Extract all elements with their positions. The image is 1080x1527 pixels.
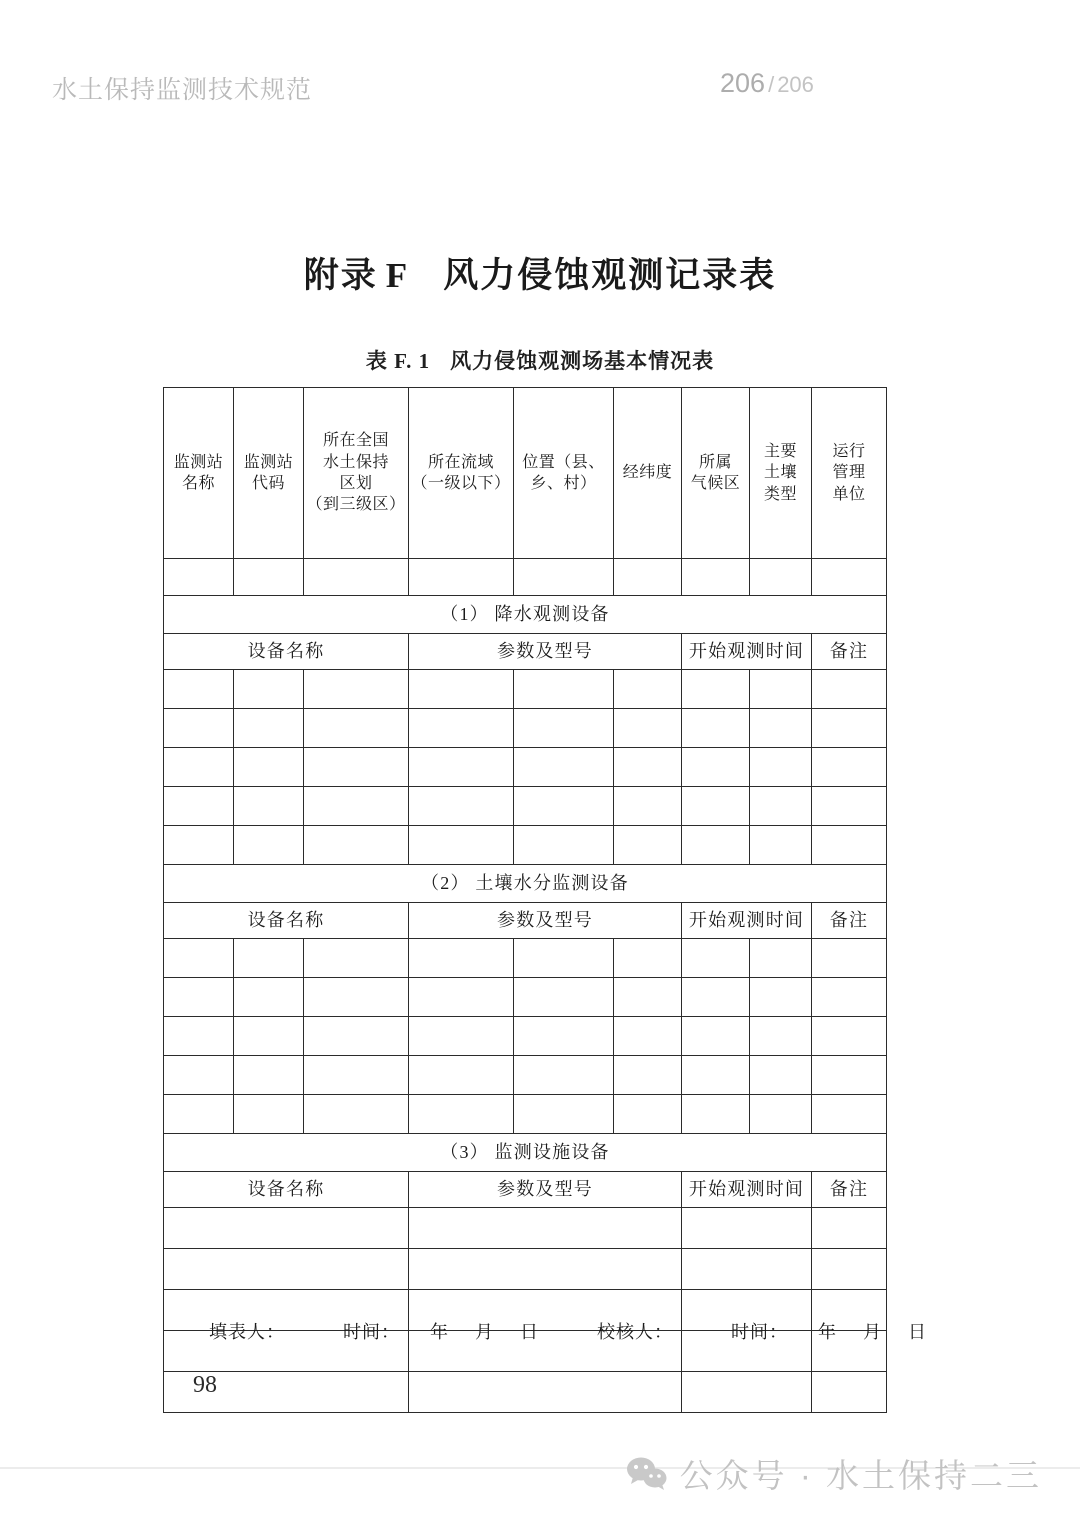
cell-empty[interactable]: [514, 1056, 614, 1095]
cell-empty[interactable]: [750, 709, 812, 748]
subheader-start-time: 开始观测时间: [682, 1172, 812, 1208]
cell-empty[interactable]: [812, 1095, 887, 1134]
cell-empty[interactable]: [164, 748, 234, 787]
subheader-equipment-name: 设备名称: [164, 1172, 409, 1208]
cell-empty[interactable]: [812, 826, 887, 865]
cell-empty[interactable]: [234, 1095, 304, 1134]
cell-empty[interactable]: [409, 670, 514, 709]
subheader-params-model: 参数及型号: [409, 1172, 682, 1208]
table-row: [164, 709, 887, 748]
cell-empty[interactable]: [304, 978, 409, 1017]
header-cell-soil-type: [750, 388, 812, 559]
header-line: 气候区: [690, 475, 741, 492]
header-cell-basin: [409, 388, 514, 559]
cell-empty[interactable]: [409, 826, 514, 865]
cell-empty[interactable]: [164, 1017, 234, 1056]
cell-empty[interactable]: [682, 1017, 750, 1056]
cell-empty[interactable]: [750, 978, 812, 1017]
cell-empty[interactable]: [682, 748, 750, 787]
wechat-icon: [626, 1457, 668, 1491]
cell-empty[interactable]: [234, 826, 304, 865]
cell-empty[interactable]: [164, 978, 234, 1017]
cell-empty[interactable]: [682, 1372, 812, 1413]
table-caption-title: 风力侵蚀观测场基本情况表: [450, 349, 715, 373]
subheader-start-time: 开始观测时间: [682, 634, 812, 670]
checker-year-label: 年: [818, 1322, 837, 1342]
cell-empty[interactable]: [409, 1372, 682, 1413]
table-row: [164, 978, 887, 1017]
cell-empty[interactable]: [812, 1056, 887, 1095]
cell-empty[interactable]: [682, 559, 750, 596]
cell-empty[interactable]: [164, 709, 234, 748]
section-title-row: [164, 596, 887, 634]
cell-empty[interactable]: [164, 670, 234, 709]
cell-empty[interactable]: [682, 1056, 750, 1095]
filler-year-label: 年: [430, 1322, 449, 1342]
cell-empty[interactable]: [164, 1095, 234, 1134]
header-line: 代码: [251, 475, 285, 492]
cell-empty[interactable]: [812, 939, 887, 978]
subheader-remarks: 备注: [812, 1172, 887, 1208]
header-cell-location: [514, 388, 614, 559]
station-info-form-table: [163, 387, 887, 1413]
header-line: 水土保持: [322, 453, 389, 471]
cell-empty[interactable]: [812, 670, 887, 709]
cell-empty[interactable]: [409, 748, 514, 787]
footer-bar: [0, 1430, 1080, 1527]
subheader-start-time: 开始观测时间: [682, 903, 812, 939]
cell-empty[interactable]: [812, 1372, 887, 1413]
table-row: [164, 1372, 887, 1413]
cell-empty[interactable]: [304, 709, 409, 748]
cell-empty[interactable]: [682, 1208, 812, 1249]
wechat-credit-text: 公众号 · 水土保持二三: [679, 1457, 1042, 1494]
table-row: [164, 1249, 887, 1290]
table-row: [164, 1208, 887, 1249]
cell-empty[interactable]: [304, 939, 409, 978]
wechat-credit: [626, 1450, 1042, 1497]
section-title-soil-moisture: （2） 土壤水分监测设备: [164, 865, 887, 903]
cell-empty[interactable]: [234, 978, 304, 1017]
header-line: 主要: [763, 443, 797, 461]
cell-empty[interactable]: [304, 826, 409, 865]
cell-empty[interactable]: [614, 1095, 682, 1134]
cell-empty[interactable]: [409, 709, 514, 748]
document-page: [0, 140, 1080, 1430]
cell-empty[interactable]: [750, 559, 812, 596]
header-line: 乡、村）: [530, 475, 597, 492]
table-row: [164, 1017, 887, 1056]
cell-empty[interactable]: [304, 787, 409, 826]
cell-empty[interactable]: [750, 1056, 812, 1095]
section-subheader-row: [164, 634, 887, 670]
header-line: 单位: [832, 485, 866, 503]
cell-empty[interactable]: [409, 559, 514, 596]
cell-empty[interactable]: [514, 709, 614, 748]
section-title-monitoring-facilities: （3） 监测设施设备: [164, 1134, 887, 1172]
cell-empty[interactable]: [409, 939, 514, 978]
cell-empty[interactable]: [682, 939, 750, 978]
cell-empty[interactable]: [514, 670, 614, 709]
header-line: 监测站: [243, 453, 294, 471]
header-line: 土壤: [763, 464, 797, 482]
cell-empty[interactable]: [304, 559, 409, 596]
filler-day-label: 日: [520, 1322, 539, 1342]
cell-empty[interactable]: [514, 826, 614, 865]
cell-empty[interactable]: [682, 1095, 750, 1134]
cell-empty[interactable]: [812, 978, 887, 1017]
cell-empty[interactable]: [409, 978, 514, 1017]
cell-empty[interactable]: [164, 1208, 409, 1249]
cell-empty[interactable]: [682, 978, 750, 1017]
cell-empty[interactable]: [164, 1249, 409, 1290]
page-indicator: [720, 68, 814, 99]
total-page-number: 206: [777, 72, 814, 97]
cell-empty[interactable]: [514, 939, 614, 978]
cell-empty[interactable]: [234, 939, 304, 978]
header-line: 所在全国: [322, 432, 389, 450]
subheader-remarks: 备注: [812, 634, 887, 670]
cell-empty[interactable]: [234, 748, 304, 787]
header-line: 名称: [181, 475, 215, 492]
signature-line: [163, 1318, 927, 1344]
cell-empty[interactable]: [614, 978, 682, 1017]
cell-empty[interactable]: [304, 748, 409, 787]
appendix-label: 附录: [303, 256, 378, 295]
filler-label: 填表人：: [209, 1322, 285, 1342]
table-caption-label: 表 F. 1: [365, 349, 431, 373]
cell-empty[interactable]: [614, 748, 682, 787]
checker-label: 校核人：: [597, 1322, 673, 1342]
cell-empty[interactable]: [750, 787, 812, 826]
subheader-equipment-name: 设备名称: [164, 634, 409, 670]
cell-empty[interactable]: [234, 1017, 304, 1056]
cell-empty[interactable]: [409, 1017, 514, 1056]
section-title-row: [164, 1134, 887, 1172]
cell-empty[interactable]: [514, 978, 614, 1017]
filler-time-label: 时间：: [343, 1322, 400, 1342]
cell-empty[interactable]: [812, 1017, 887, 1056]
subheader-params-model: 参数及型号: [409, 903, 682, 939]
header-line: 类型: [763, 485, 797, 503]
page-title: [0, 248, 1080, 298]
header-line: 管理: [832, 464, 866, 482]
cell-empty[interactable]: [750, 939, 812, 978]
cell-empty[interactable]: [614, 826, 682, 865]
cell-empty[interactable]: [614, 1017, 682, 1056]
cell-empty[interactable]: [614, 709, 682, 748]
current-page-number: 206: [720, 68, 766, 98]
header-cell-coordinates: [614, 388, 682, 559]
cell-empty[interactable]: [750, 1095, 812, 1134]
cell-empty[interactable]: [614, 939, 682, 978]
cell-empty[interactable]: [812, 709, 887, 748]
cell-empty[interactable]: [614, 559, 682, 596]
cell-empty[interactable]: [514, 1017, 614, 1056]
cell-empty[interactable]: [164, 559, 234, 596]
cell-empty[interactable]: [750, 826, 812, 865]
cell-empty[interactable]: [409, 1249, 682, 1290]
page-separator: /: [768, 72, 775, 97]
table-row: [164, 1056, 887, 1095]
table-header-row: [164, 388, 887, 559]
table-row: [164, 826, 887, 865]
header-line: 所属: [698, 453, 732, 471]
section-title-row: [164, 865, 887, 903]
cell-empty[interactable]: [409, 1056, 514, 1095]
cell-empty[interactable]: [234, 1056, 304, 1095]
cell-empty[interactable]: [812, 787, 887, 826]
cell-empty[interactable]: [409, 1208, 682, 1249]
header-line: 区划: [339, 475, 373, 492]
cell-empty[interactable]: [750, 748, 812, 787]
table-row: [164, 787, 887, 826]
cell-empty[interactable]: [812, 1208, 887, 1249]
table-row: [164, 939, 887, 978]
cell-empty[interactable]: [682, 670, 750, 709]
table-caption: [0, 345, 1080, 375]
cell-empty[interactable]: [164, 826, 234, 865]
cell-empty[interactable]: [304, 670, 409, 709]
cell-empty[interactable]: [304, 1017, 409, 1056]
viewer-header: [0, 0, 1080, 140]
cell-empty[interactable]: [164, 1056, 234, 1095]
cell-empty[interactable]: [514, 748, 614, 787]
checker-day-label: 日: [908, 1322, 927, 1342]
header-line: 经纬度: [622, 464, 673, 482]
cell-empty[interactable]: [750, 1017, 812, 1056]
header-cell-conservation-zoning: [304, 388, 409, 559]
cell-empty[interactable]: [304, 1056, 409, 1095]
header-line: 所在流域: [427, 453, 494, 471]
subheader-params-model: 参数及型号: [409, 634, 682, 670]
checker-month-label: 月: [863, 1322, 882, 1342]
header-line: （一级以下）: [411, 475, 511, 492]
header-cell-station-code: [234, 388, 304, 559]
form-table-body: [164, 388, 887, 1413]
document-title: 水土保持监测技术规范: [52, 76, 313, 104]
cell-empty[interactable]: [164, 939, 234, 978]
appendix-letter: F: [385, 256, 410, 295]
cell-empty[interactable]: [682, 787, 750, 826]
cell-empty[interactable]: [514, 1095, 614, 1134]
header-line: 监测站: [173, 453, 224, 471]
header-line: （到三级区）: [306, 496, 406, 514]
filler-month-label: 月: [475, 1322, 494, 1342]
cell-empty[interactable]: [750, 670, 812, 709]
cell-empty[interactable]: [409, 1095, 514, 1134]
checker-time-label: 时间：: [731, 1322, 788, 1342]
cell-empty[interactable]: [234, 709, 304, 748]
cell-empty[interactable]: [234, 670, 304, 709]
cell-empty[interactable]: [614, 787, 682, 826]
cell-empty[interactable]: [234, 559, 304, 596]
cell-empty[interactable]: [304, 1095, 409, 1134]
cell-empty[interactable]: [812, 748, 887, 787]
cell-empty[interactable]: [514, 559, 614, 596]
header-line: 位置（县、: [522, 453, 605, 471]
cell-empty[interactable]: [514, 787, 614, 826]
cell-empty[interactable]: [682, 1249, 812, 1290]
section-title-precipitation: （1） 降水观测设备: [164, 596, 887, 634]
table-row: [164, 748, 887, 787]
header-cell-climate-zone: [682, 388, 750, 559]
header-cell-station-name: [164, 388, 234, 559]
table-row: [164, 670, 887, 709]
table-row: [164, 559, 887, 596]
section-subheader-row: [164, 1172, 887, 1208]
cell-empty[interactable]: [409, 787, 514, 826]
table-row: [164, 1095, 887, 1134]
cell-empty[interactable]: [812, 1249, 887, 1290]
header-line: 运行: [832, 443, 866, 461]
cell-empty[interactable]: [682, 709, 750, 748]
appendix-title-text: 风力侵蚀观测记录表: [443, 256, 777, 295]
cell-empty[interactable]: [614, 1056, 682, 1095]
section-subheader-row: [164, 903, 887, 939]
cell-empty[interactable]: [234, 787, 304, 826]
cell-empty[interactable]: [164, 787, 234, 826]
subheader-equipment-name: 设备名称: [164, 903, 409, 939]
printed-page-number: 98: [193, 1372, 217, 1398]
cell-empty[interactable]: [812, 559, 887, 596]
subheader-remarks: 备注: [812, 903, 887, 939]
header-cell-operating-unit: [812, 388, 887, 559]
cell-empty[interactable]: [614, 670, 682, 709]
cell-empty[interactable]: [682, 826, 750, 865]
